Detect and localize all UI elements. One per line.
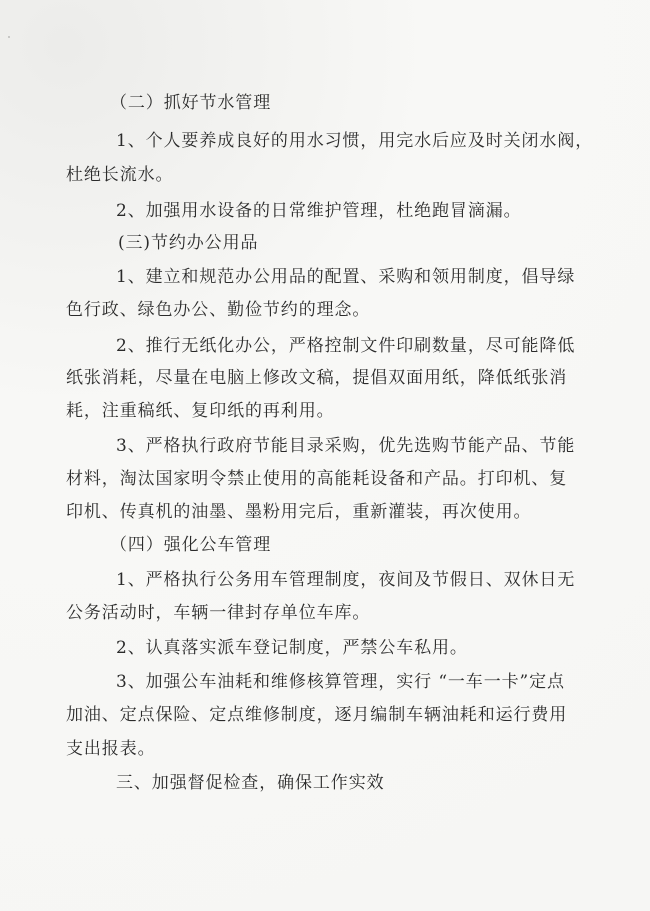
section4-item3-line2: 加油、定点保险、定点维修制度，逐月编制车辆油耗和运行费用 — [66, 705, 568, 725]
part3-heading: 三、加强督促检查，确保工作实效 — [116, 773, 385, 793]
section3-item3-line1: 3、严格执行政府节能目录采购，优先选购节能产品、节能 — [116, 436, 576, 456]
section3-item3-line3: 印机、传真机的油墨、墨粉用完后，重新灌装，再次使用。 — [66, 502, 532, 522]
section4-item3-line3: 支出报表。 — [66, 739, 156, 759]
scan-speck — [8, 36, 10, 38]
section4-item3-line1: 3、加强公车油耗和维修核算管理，实行 “一车一卡”定点 — [116, 672, 565, 692]
section3-heading: (三)节约办公用品 — [118, 233, 259, 253]
section4-item1-line1: 1、严格执行公务用车管理制度，夜间及节假日、双休日无 — [116, 570, 576, 590]
section2-item1-line2: 杜绝长流水。 — [66, 165, 174, 185]
section3-item2-line1: 2、推行无纸化办公，严格控制文件印刷数量，尽可能降低 — [116, 336, 576, 356]
section4-heading: （四）强化公车管理 — [110, 535, 272, 555]
section2-item1-line1: 1、个人要养成良好的用水习惯，用完水后应及时关闭水阀， — [116, 131, 594, 151]
section3-item2-line2: 纸张消耗，尽量在电脑上修改文稿，提倡双面用纸，降低纸张消 — [66, 368, 568, 388]
section2-item2: 2、加强用水设备的日常维护管理，杜绝跑冒滴漏。 — [116, 201, 522, 221]
section3-item1-line2: 色行政、绿色办公、勤俭节约的理念。 — [66, 300, 371, 320]
section4-item1-line2: 公务活动时，车辆一律封存单位车库。 — [66, 603, 371, 623]
section3-item3-line2: 材料，淘汰国家明令禁止使用的高能耗设备和产品。打印机、复 — [66, 469, 568, 489]
section3-item2-line3: 耗，注重稿纸、复印纸的再利用。 — [66, 401, 335, 421]
section4-item2: 2、认真落实派车登记制度，严禁公车私用。 — [116, 638, 468, 658]
section2-heading: （二）抓好节水管理 — [110, 93, 272, 113]
section3-item1-line1: 1、建立和规范办公用品的配置、采购和领用制度，倡导绿 — [116, 267, 576, 287]
